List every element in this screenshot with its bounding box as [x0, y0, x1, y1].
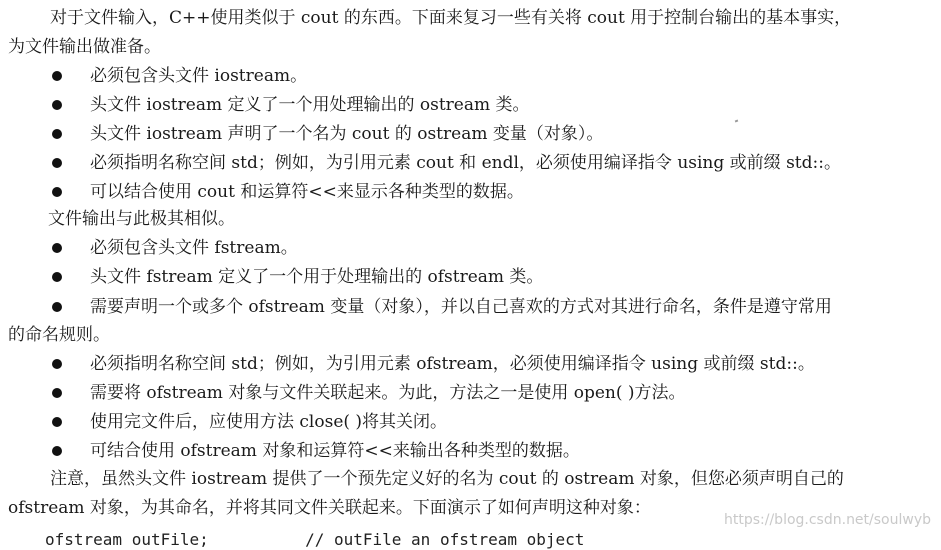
- list-item: 必须指明名称空间 std；例如，为引用元素 cout 和 endl，必须使用编译指令 using 或前缀 std::。: [90, 153, 841, 173]
- intro-line-2: 为文件输出做准备。: [8, 37, 161, 57]
- list-item: 头文件 fstream 定义了一个用于处理输出的 ofstream 类。: [90, 267, 544, 287]
- list-item: 头文件 iostream 定义了一个用处理输出的 ostream 类。: [90, 95, 530, 115]
- intro-line-1: 对于文件输入，C++使用类似于 cout 的东西。下面来复习一些有关将 cout 用于控制台输出的基本事实，: [50, 8, 852, 28]
- list-item: 头文件 iostream 声明了一个名为 cout 的 ostream 变量（对象）。: [90, 124, 604, 144]
- bullet-icon: [52, 272, 62, 282]
- list-item-continuation: 的命名规则。: [8, 325, 110, 345]
- code-line: ofstream outFile; // outFile an ofstream object: [45, 530, 585, 549]
- bullet-icon: [52, 446, 62, 456]
- bullet-icon: [52, 302, 62, 312]
- list-item: 可以结合使用 cout 和运算符<<来显示各种类型的数据。: [90, 182, 524, 202]
- transition-line: 文件输出与此极其相似。: [48, 209, 235, 229]
- list-item: 需要声明一个或多个 ofstream 变量（对象），并以自己喜欢的方式对其进行命名，条件是遵守常用: [90, 297, 832, 317]
- bullet-icon: [52, 129, 62, 139]
- bullet-icon: [52, 388, 62, 398]
- bullet-icon: [52, 359, 62, 369]
- bullet-icon: [52, 100, 62, 110]
- watermark: https://blog.csdn.net/soulwyb: [724, 512, 931, 528]
- list-item: 必须指明名称空间 std；例如，为引用元素 ofstream，必须使用编译指令 using 或前缀 std::。: [90, 354, 815, 374]
- bullet-icon: [52, 243, 62, 253]
- list-item: 使用完文件后，应使用方法 close( )将其关闭。: [90, 412, 448, 432]
- list-item: 必须包含头文件 fstream。: [90, 238, 298, 258]
- bullet-icon: [52, 417, 62, 427]
- note-line-2: ofstream 对象，为其命名，并将其同文件关联起来。下面演示了如何声明这种对象：: [8, 498, 651, 518]
- bullet-icon: [52, 187, 62, 197]
- bullet-icon: [52, 71, 62, 81]
- scan-speck: [735, 120, 739, 123]
- list-item: 必须包含头文件 iostream。: [90, 66, 308, 86]
- bullet-icon: [52, 158, 62, 168]
- list-item: 需要将 ofstream 对象与文件关联起来。为此，方法之一是使用 open( )方法。: [90, 383, 686, 403]
- list-item: 可结合使用 ofstream 对象和运算符<<来输出各种类型的数据。: [90, 441, 580, 461]
- note-line-1: 注意，虽然头文件 iostream 提供了一个预先定义好的名为 cout 的 ostream 对象，但您必须声明自己的: [50, 469, 844, 489]
